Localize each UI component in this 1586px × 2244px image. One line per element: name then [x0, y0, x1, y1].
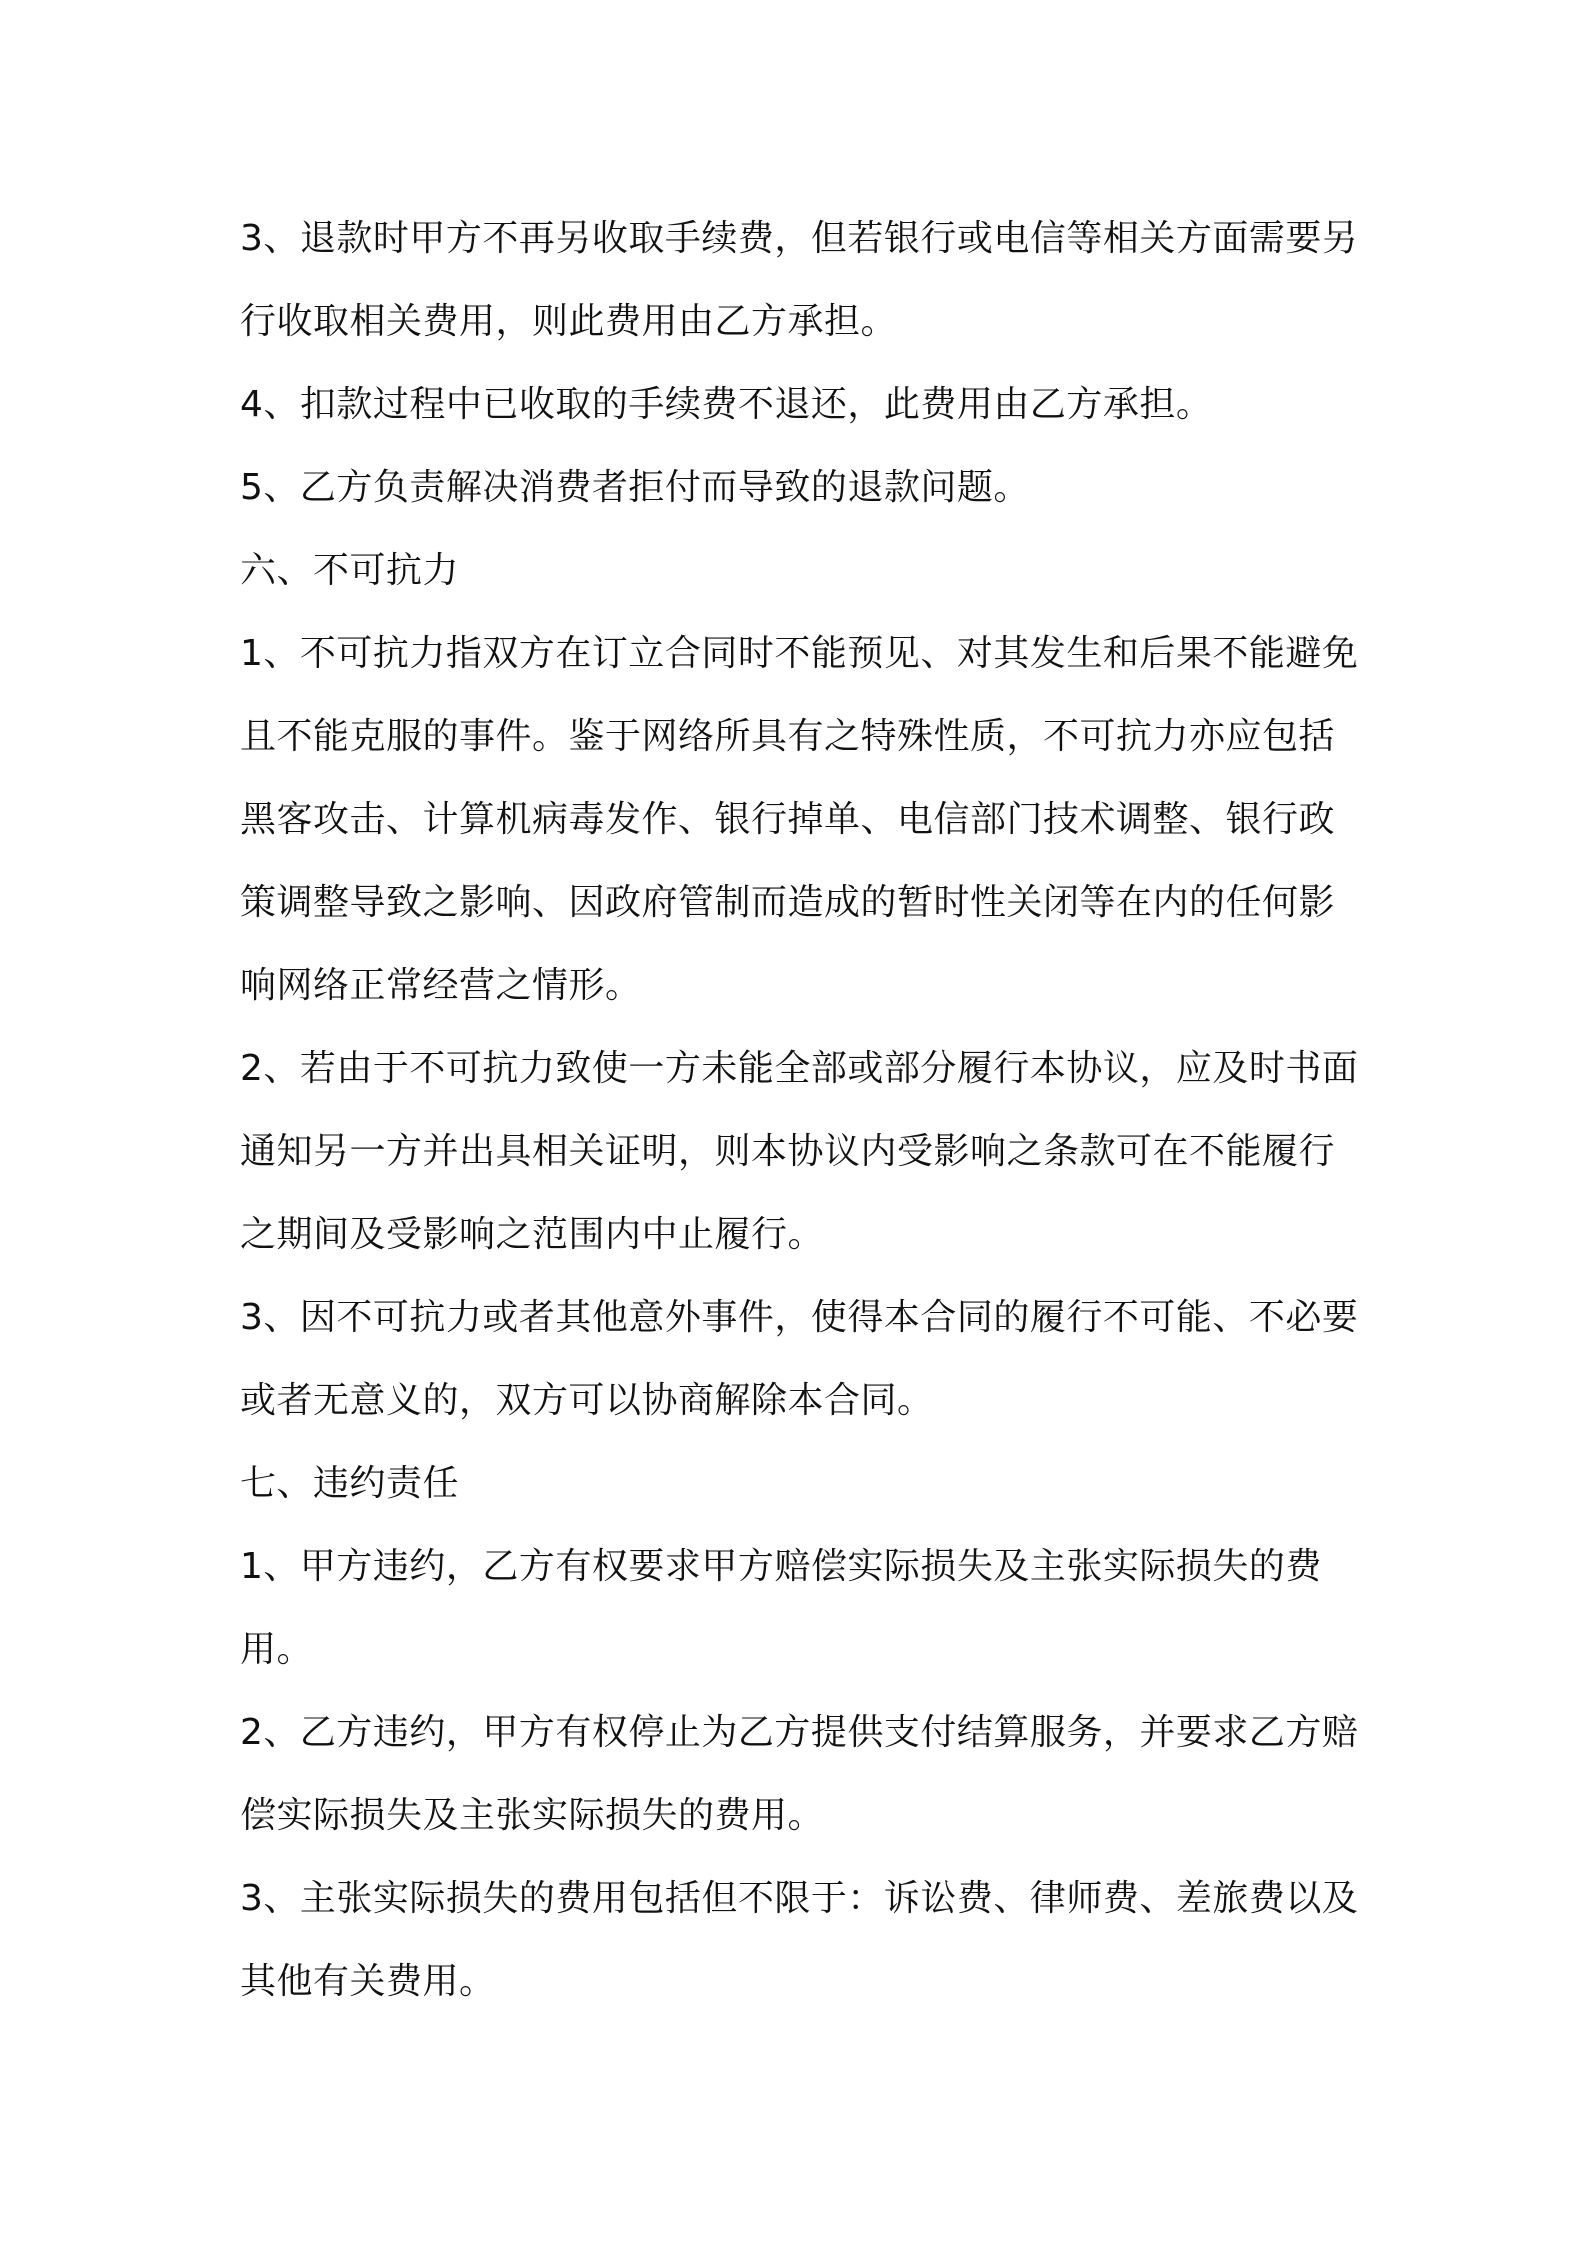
clause-deduction-fee: 4、扣款过程中已收取的手续费不退还，此费用由乙方承担。: [240, 384, 1213, 425]
section-heading-force-majeure: 六、不可抗力: [240, 550, 460, 591]
clause-refund-fee: 3、退款时甲方不再另收取手续费，但若银行或电信等相关方面需要另行收取相关费用，则此费用由乙方承担。: [240, 218, 1359, 342]
clause-force-majeure-notice: 2、若由于不可抗力致使一方未能全部或部分履行本协议，应及时书面通知另一方并出具相关证明，则本协议内受影响之条款可在不能履行之期间及受影响之范围内中止履行。: [240, 1048, 1359, 1255]
clause-force-majeure-termination: 3、因不可抗力或者其他意外事件，使得本合同的履行不可能、不必要或者无意义的，双方可以协商解除本合同。: [240, 1297, 1359, 1421]
clause-party-b-breach: 2、乙方违约，甲方有权停止为乙方提供支付结算服务，并要求乙方赔偿实际损失及主张实际损失的费用。: [240, 1712, 1359, 1836]
clause-force-majeure-definition: 1、不可抗力指双方在订立合同时不能预见、对其发生和后果不能避免且不能克服的事件。鉴于网络所具有之特殊性质，不可抗力亦应包括黑客攻击、计算机病毒发作、银行掉单、电信部门技术调整、银行政策调整导致之影响、因政府管制而造成的暂时性关闭等在内的任何影响网络正常经营之情形。: [240, 633, 1359, 1006]
clause-loss-costs: 3、主张实际损失的费用包括但不限于：诉讼费、律师费、差旅费以及其他有关费用。: [240, 1878, 1359, 2002]
section-heading-breach: 七、违约责任: [240, 1463, 460, 1504]
document-body: [240, 197, 1360, 2023]
clause-chargeback: 5、乙方负责解决消费者拒付而导致的退款问题。: [240, 467, 1030, 508]
clause-party-a-breach: 1、甲方违约，乙方有权要求甲方赔偿实际损失及主张实际损失的费用。: [240, 1546, 1322, 1670]
